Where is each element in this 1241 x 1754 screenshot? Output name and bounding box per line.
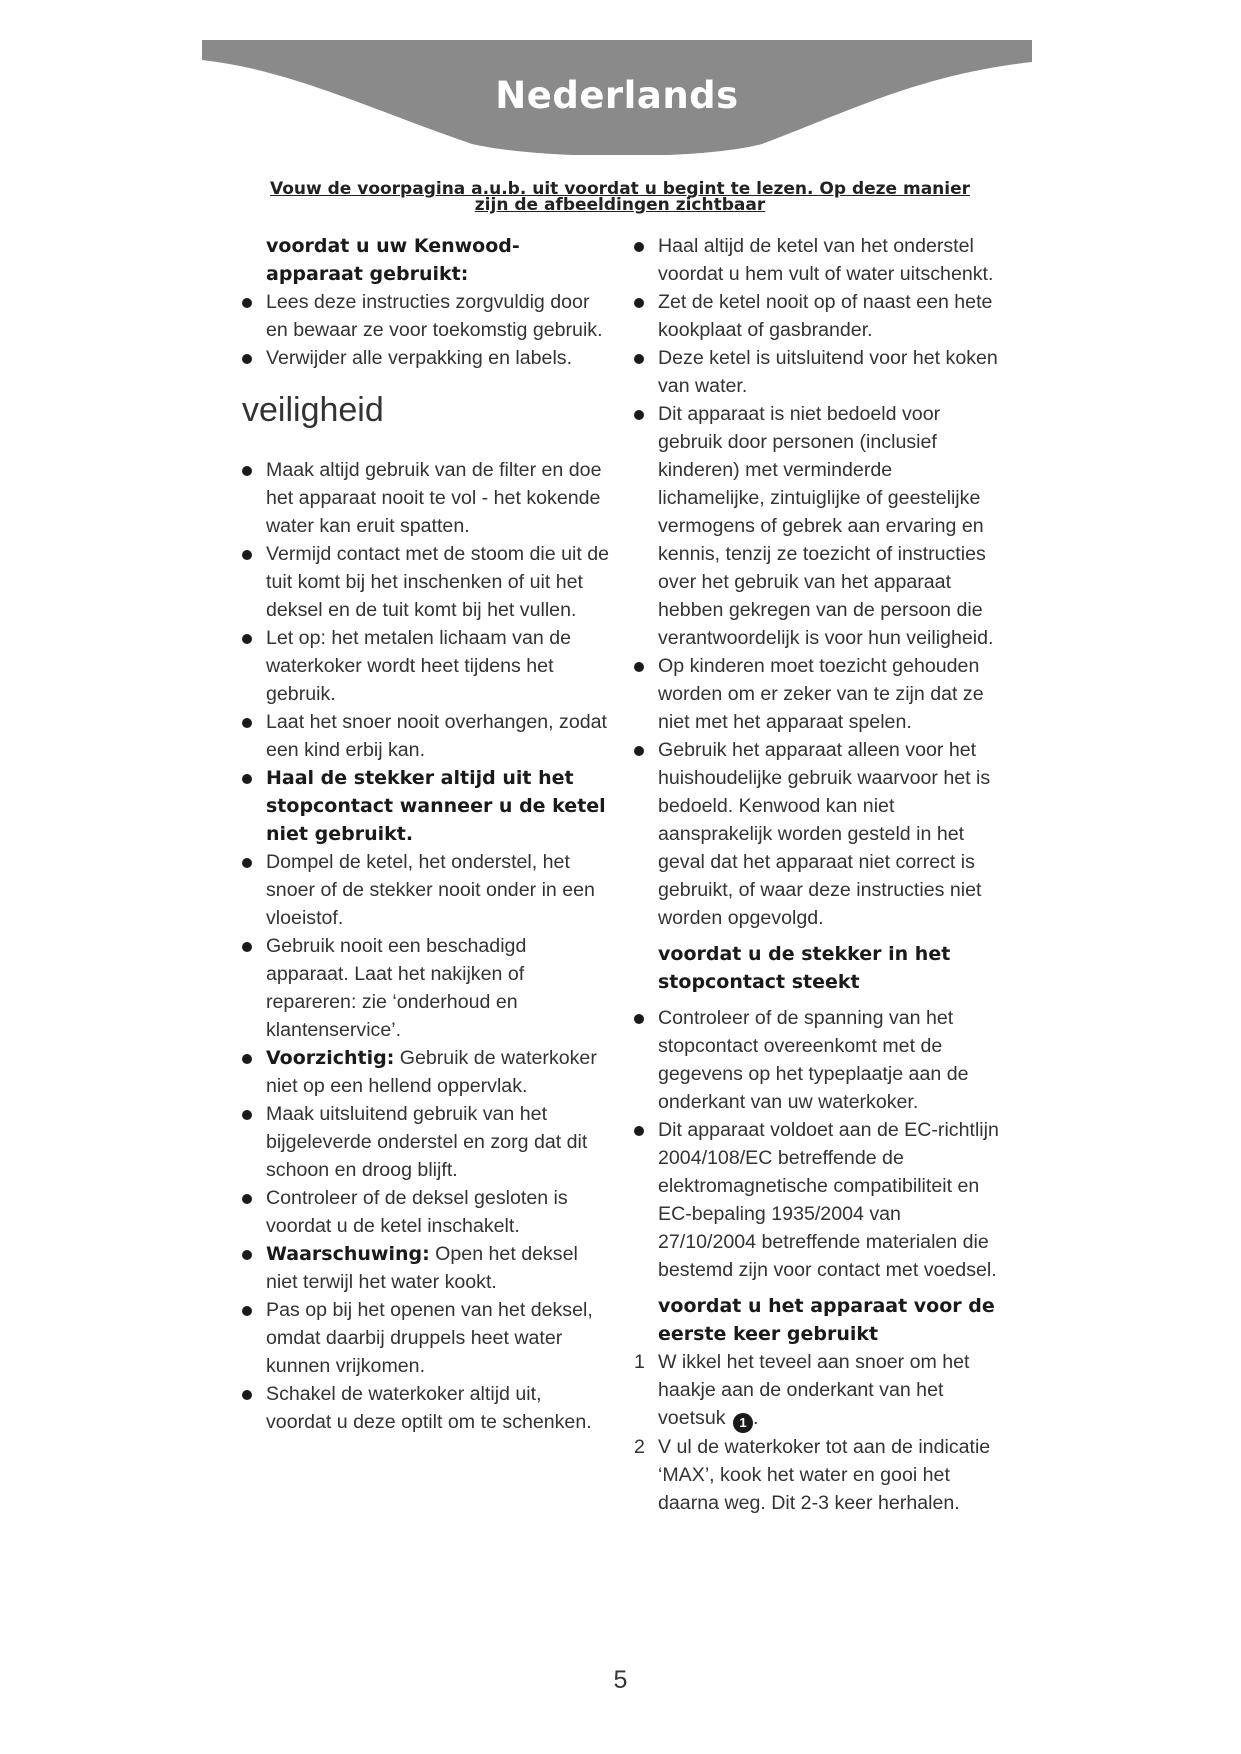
list-item: Haal de stekker altijd uit het stopcontact wanneer u de ketel niet gebruikt.: [240, 764, 610, 848]
bullet-icon: [242, 1194, 252, 1204]
bullet-icon: [242, 466, 252, 476]
list-item: Laat het snoer nooit overhangen, zodat een kind erbij kan.: [240, 708, 610, 764]
fold-notice-line2: zijn de afbeeldingen zichtbaar: [474, 195, 766, 215]
bullet-icon: [634, 298, 644, 308]
bullet-icon: [242, 1110, 252, 1120]
list-item: Vermijd contact met de stoom die uit de tuit komt bij het inschenken of uit het deksel en de tuit komt bij het vullen.: [240, 540, 610, 624]
list-item: Haal altijd de ketel van het onderstel voordat u hem vult of water uitschenkt.: [632, 232, 1002, 288]
intro-list: [240, 288, 610, 372]
list-item: Dompel de ketel, het onderstel, het snoer of de stekker nooit onder in een vloeistof.: [240, 848, 610, 932]
bullet-icon: [242, 1306, 252, 1316]
list-item: Let op: het metalen lichaam van de waterkoker wordt heet tijdens het gebruik.: [240, 624, 610, 708]
list-item: Maak uitsluitend gebruik van het bijgeleverde onderstel en zorg dat dit schoon en droog blijft.: [240, 1100, 610, 1184]
list-item: Pas op bij het openen van het deksel, omdat daarbij druppels heet water kunnen vrijkomen.: [240, 1296, 610, 1380]
bullet-icon: [634, 1126, 644, 1136]
bullet-icon: [634, 662, 644, 672]
list-item: Verwijder alle verpakking en labels.: [240, 344, 610, 372]
page-number: 5: [613, 1666, 628, 1694]
intro-heading: [240, 232, 610, 288]
bullet-icon: [634, 242, 644, 252]
list-item: Waarschuwing: Open het deksel niet terwijl het water kookt.: [240, 1240, 610, 1296]
bullet-icon: [634, 410, 644, 420]
safety-list: [240, 456, 610, 1436]
list-item: Dit apparaat voldoet aan de EC-richtlijn 2004/108/EC betreffende de elektromagnetische compatibiliteit en EC-bepaling 1935/2004 van 27/10/2004 betreffende materialen die bestemd zijn voor contact met voedsel.: [632, 1116, 1002, 1284]
list-item: Controleer of de deksel gesloten is voordat u de ketel inschakelt.: [240, 1184, 610, 1240]
step-number: 2: [634, 1436, 645, 1458]
bullet-icon: [242, 858, 252, 868]
list-item: Zet de ketel nooit op of naast een hete kookplaat of gasbrander.: [632, 288, 1002, 344]
list-item: Schakel de waterkoker altijd uit, voordat u deze optilt om te schenken.: [240, 1380, 610, 1436]
list-item: Gebruik nooit een beschadigd apparaat. Laat het nakijken of repareren: zie ‘onderhoud en klantenservice’.: [240, 932, 610, 1044]
bullet-icon: [242, 774, 252, 784]
list-item: Maak altijd gebruik van de filter en doe het apparaat nooit te vol - het kokende water kan eruit spatten.: [240, 456, 610, 540]
list-item: Lees deze instructies zorgvuldig door en bewaar ze voor toekomstig gebruik.: [240, 288, 610, 344]
bullet-icon: [242, 354, 252, 364]
step-item: 1 W ikkel het teveel aan snoer om het haakje aan de onderkant van het voetsuk 1 .: [632, 1348, 1002, 1433]
bullet-icon: [242, 1054, 252, 1064]
bullet-icon: [242, 718, 252, 728]
language-title: Nederlands: [495, 74, 739, 117]
bullet-icon: [242, 942, 252, 952]
list-item: Op kinderen moet toezicht gehouden worden om er zeker van te zijn dat ze niet met het apparaat spelen.: [632, 652, 1002, 736]
list-item: Dit apparaat is niet bedoeld voor gebruik door personen (inclusief kinderen) met verminderde lichamelijke, zintuiglijke of geestelijke vermogens of gebrek aan ervaring en kennis, tenzij ze toezicht of instructies over het gebruik van het apparaat hebben gekregen van de persoon die verantwoordelijk is voor hun veiligheid.: [632, 400, 1002, 652]
step-number: 1: [634, 1351, 645, 1373]
list-item: Voorzichtig: Gebruik de waterkoker niet op een hellend oppervlak.: [240, 1044, 610, 1100]
fold-notice-line1: Vouw de voorpagina a.u.b. uit voordat u begint te lezen. Op deze manier: [269, 179, 971, 199]
intro-heading-line1: voordat u uw Kenwood-: [266, 235, 520, 257]
list-item: Controleer of de spanning van het stopcontact overeenkomt met de gegevens op het typeplaatje aan de onderkant van uw waterkoker.: [632, 1004, 1002, 1116]
plug-list: [632, 1004, 1002, 1284]
left-column: [240, 232, 610, 1436]
section-title-safety: veiligheid: [242, 391, 384, 429]
list-item: Gebruik het apparaat alleen voor het huishoudelijke gebruik waarvoor het is bedoeld. Kenwood kan niet aansprakelijk worden gesteld in het geval dat het apparaat niet correct is gebruikt, of waar deze instructies niet worden opgevolgd.: [632, 736, 1002, 932]
list-item: Deze ketel is uitsluitend voor het koken van water.: [632, 344, 1002, 400]
bullet-icon: [634, 354, 644, 364]
bullet-icon: [242, 1250, 252, 1260]
bullet-icon: [634, 746, 644, 756]
first-use-heading: voordat u het apparaat voor de eerste keer gebruikt: [658, 1295, 995, 1345]
right-column: [632, 232, 1002, 1517]
plug-heading: voordat u de stekker in het stopcontact steekt: [658, 943, 951, 993]
bullet-icon: [242, 634, 252, 644]
bullet-icon: [242, 1390, 252, 1400]
fold-notice: [240, 181, 1000, 213]
figure-ref-badge: 1: [733, 1413, 753, 1433]
step-item: 2 V ul de waterkoker tot aan de indicatie ‘MAX’, kook het water en gooi het daarna weg. Dit 2-3 keer herhalen.: [632, 1433, 1002, 1517]
bullet-icon: [634, 1014, 644, 1024]
first-use-steps: [632, 1348, 1002, 1517]
bullet-icon: [242, 550, 252, 560]
intro-heading-line2: apparaat gebruikt:: [266, 263, 469, 285]
bullet-icon: [242, 298, 252, 308]
safety-list-continued: [632, 232, 1002, 932]
